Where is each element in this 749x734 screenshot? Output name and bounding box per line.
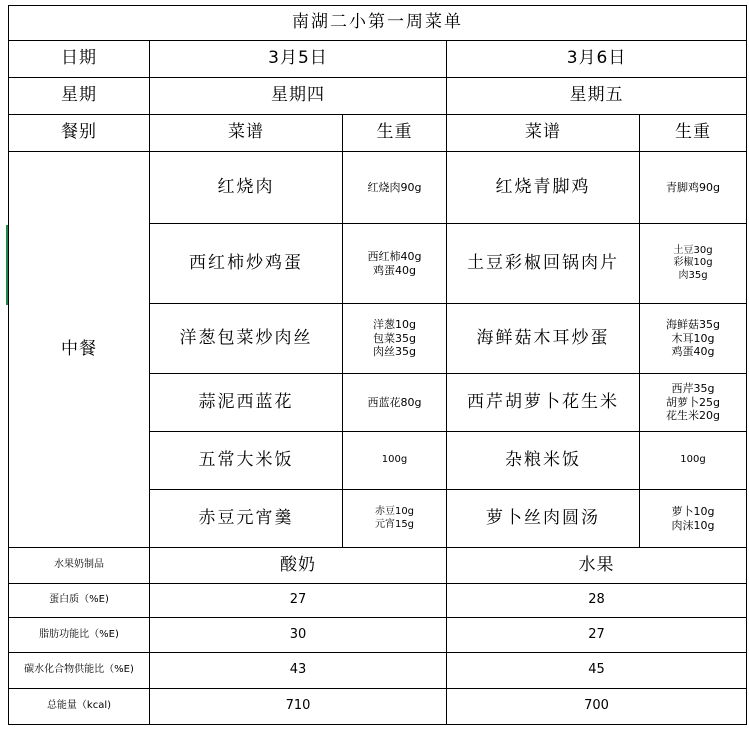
sheet-margin [0,0,8,734]
date-1: 3月5日 [150,41,447,78]
dish-name: 西芹胡萝卜花生米 [447,374,640,432]
fruit-value-2: 水果 [447,548,747,584]
weight-line: 洋葱10g [373,317,416,331]
weight-line: 赤豆10g [374,506,415,517]
column-header-row [9,115,747,152]
weight-line: 包菜35g [373,331,416,345]
dish-name: 土豆彩椒回锅肉片 [447,224,640,304]
dish-name: 萝卜丝肉圆汤 [447,490,640,548]
nutrition-value-2: 45 [447,653,747,689]
dish-weight [640,374,747,432]
nutrition-label: 总能量（kcal) [9,689,150,725]
date-2: 3月6日 [447,41,747,78]
meal-label: 餐别 [9,115,150,152]
date-row [9,41,747,78]
dish-weight [640,490,747,548]
recipe-header-2: 菜谱 [447,115,640,152]
weight-line: 彩椒10g [673,257,713,269]
fruit-value-1: 酸奶 [150,548,447,584]
fruit-label: 水果奶制品 [9,548,150,584]
meal-name: 中餐 [9,152,150,548]
nutrition-row [9,584,747,618]
weight-line: 100g [680,454,706,466]
weekday-1: 星期四 [150,78,447,115]
dish-name: 红烧青脚鸡 [447,152,640,224]
nutrition-value-1: 710 [150,689,447,725]
dish-name: 洋葱包菜炒肉丝 [150,304,343,374]
recipe-header-1: 菜谱 [150,115,343,152]
weight-line: 肉丝35g [373,345,416,359]
nutrition-value-2: 28 [447,584,747,618]
weight-line: 青脚鸡90g [666,180,721,194]
dish-weight [343,490,447,548]
weight-line: 肉沫10g [671,518,715,532]
weight-line: 肉35g [678,269,708,281]
weight-line: 萝卜10g [671,504,715,518]
dish-weight [640,152,747,224]
nutrition-value-2: 700 [447,689,747,725]
weekday-2: 星期五 [447,78,747,115]
nutrition-value-1: 43 [150,653,447,689]
menu-table [8,5,747,725]
dish-row [9,152,747,224]
weight-line: 胡萝卜25g [666,395,721,409]
nutrition-value-2: 27 [447,618,747,653]
weight-line: 西红柿40g [367,249,422,263]
weight-header-1: 生重 [343,115,447,152]
title-row [9,6,747,41]
dish-weight [343,304,447,374]
dish-name: 西红柿炒鸡蛋 [150,224,343,304]
weight-line: 鸡蛋40g [373,263,416,277]
weight-line: 元宵15g [374,518,415,530]
nutrition-label: 碳水化合物供能比（%E) [9,653,150,689]
dish-weight [343,432,447,490]
dish-name: 红烧肉 [150,152,343,224]
weight-line: 土豆30g [673,244,713,256]
weight-line: 鸡蛋40g [671,345,715,359]
dish-weight [343,224,447,304]
dish-name: 杂粮米饭 [447,432,640,490]
weight-line: 西芹35g [671,381,715,395]
nutrition-row [9,653,747,689]
fruit-row [9,548,747,584]
weight-line: 西蓝花80g [367,395,422,409]
nutrition-row [9,689,747,725]
dish-weight [640,224,747,304]
dish-weight [343,374,447,432]
dish-name: 海鲜菇木耳炒蛋 [447,304,640,374]
dish-weight [640,304,747,374]
weight-line: 木耳10g [671,331,715,345]
weight-line: 花生米20g [666,409,721,423]
nutrition-value-1: 27 [150,584,447,618]
weight-line: 海鲜菇35g [666,317,721,331]
menu-title: 南湖二小第一周菜单 [9,6,747,41]
weight-header-2: 生重 [640,115,747,152]
weight-line: 100g [381,454,408,466]
nutrition-row [9,618,747,653]
nutrition-value-1: 30 [150,618,447,653]
weekday-row [9,78,747,115]
weight-line: 红烧肉90g [367,180,422,194]
dish-name: 五常大米饭 [150,432,343,490]
dish-weight [343,152,447,224]
nutrition-label: 脂肪功能比（%E) [9,618,150,653]
dish-name: 赤豆元宵羹 [150,490,343,548]
weekday-label: 星期 [9,78,150,115]
nutrition-label: 蛋白质（%E) [9,584,150,618]
date-label: 日期 [9,41,150,78]
dish-name: 蒜泥西蓝花 [150,374,343,432]
dish-weight [640,432,747,490]
